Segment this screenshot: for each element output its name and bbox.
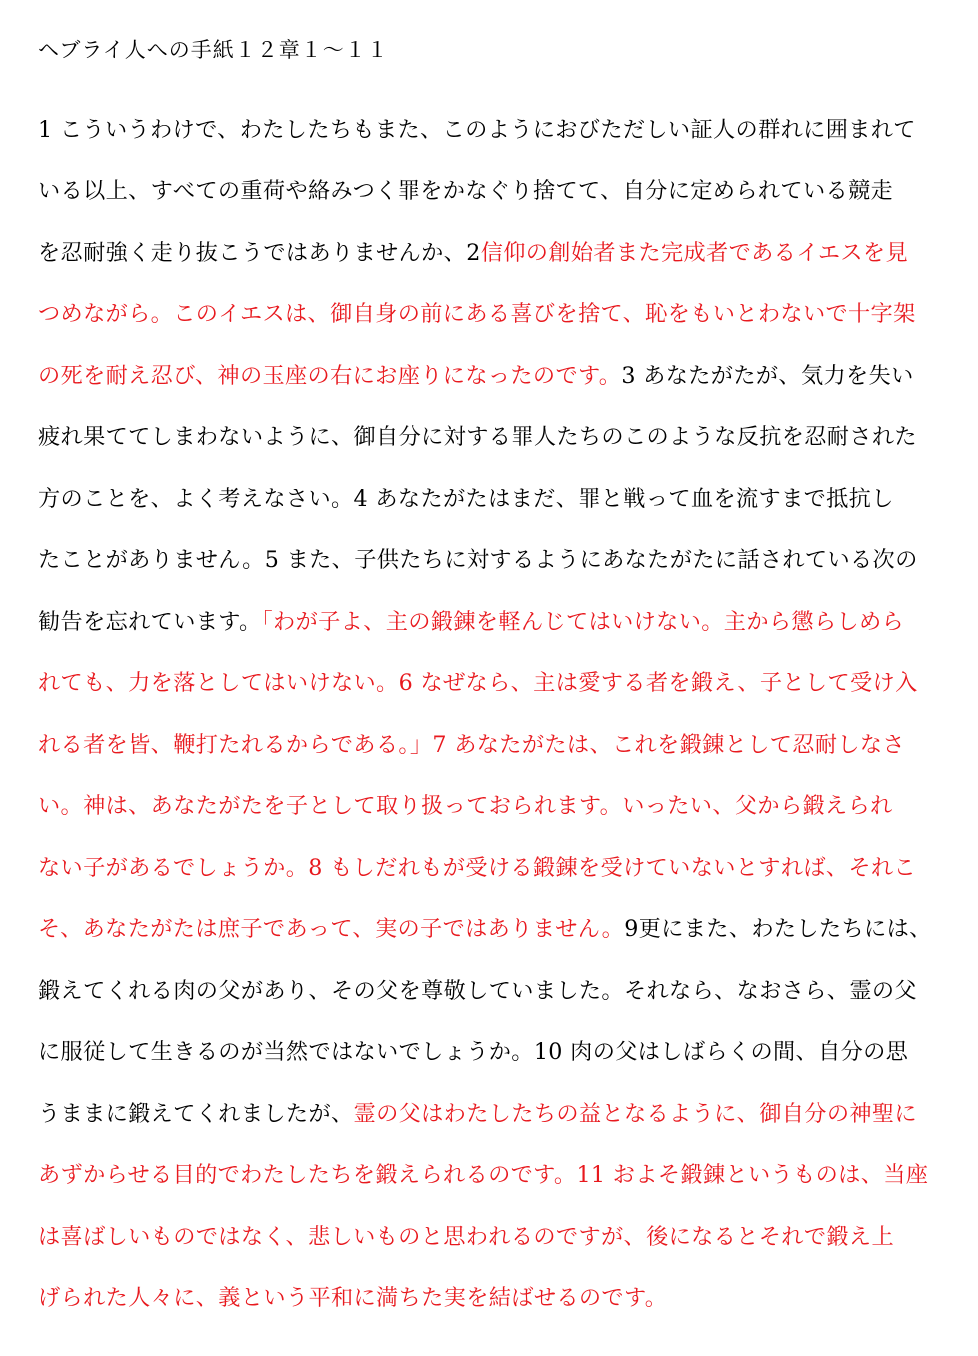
verse-text: い。神は、あなたがたを子として取り扱っておられます。いったい、父から鍛えられ <box>38 793 893 819</box>
text-line <box>38 949 928 1011</box>
text-line <box>38 88 928 150</box>
verse-text: れる者を皆、鞭打たれるからである。」7 あなたがたは、これを鍛錬として忍耐しなさ <box>38 731 905 758</box>
text-line <box>38 642 928 704</box>
text-line <box>38 888 932 950</box>
verse-text-mixed: を忍耐強く走り抜こうではありませんか、2信仰の創始者また完成者であるイエスを見 <box>38 239 909 266</box>
verse-text: 1 こういうわけで、わたしたちもまた、このようにおびただしい証人の群れに囲まれて <box>38 116 916 143</box>
text-line <box>38 826 928 888</box>
text-line <box>38 765 928 827</box>
verse-text: げられた人々に、義という平和に満ちた実を結ばせるのです。 <box>38 1285 668 1311</box>
verse-text: れても、力を落としてはいけない。6 なぜなら、主は愛する者を鍛え、子として受け入 <box>38 670 918 696</box>
text-line <box>38 396 928 458</box>
text-line <box>38 211 928 273</box>
page-title: ヘブライ人への手紙１２章１〜１１ <box>38 38 389 62</box>
verse-text-mixed: そ、あなたがたは庶子であって、実の子ではありません。9更にまた、わたしたちには、 <box>38 916 932 942</box>
verse-text-mixed: 勧告を忘れています。「わが子よ、主の鍛錬を軽んじてはいけない。主から懲らしめら <box>38 608 905 635</box>
scripture-body <box>38 88 932 1318</box>
text-line <box>38 1257 928 1319</box>
text-line <box>38 580 928 642</box>
verse-text: いる以上、すべての重荷や絡みつく罪をかなぐり捨てて、自分に定められている競走 <box>38 178 894 204</box>
verse-text: 鍛えてくれる肉の父があり、その父を尊敬していました。それなら、なおさら、霊の父 <box>38 977 917 1004</box>
text-line <box>38 1134 928 1196</box>
verse-text: に服従して生きるのが当然ではないでしょうか。10 肉の父はしばらくの間、自分の思 <box>38 1039 909 1065</box>
verse-text: あずからせる目的でわたしたちを鍛えられるのです。11 およそ鍛錬というものは、当座 <box>38 1162 929 1188</box>
verse-text-mixed: うままに鍛えてくれましたが、霊の父はわたしたちの益となるように、御自分の神聖に <box>38 1100 917 1127</box>
text-line <box>38 273 928 335</box>
verse-text: は喜ばしいものではなく、悲しいものと思われるのですが、後になるとそれで鍛え上 <box>38 1223 894 1250</box>
text-line <box>38 457 928 519</box>
text-line <box>38 150 928 212</box>
verse-text: ない子があるでしょうか。8 もしだれもが受ける鍛錬を受けていないとすれば、それこ <box>38 854 917 881</box>
text-line <box>38 334 928 396</box>
text-line <box>38 703 928 765</box>
verse-text: 疲れ果ててしまわないように、御自分に対する罪人たちのこのような反抗を忍耐された <box>38 424 917 450</box>
text-line <box>38 1011 928 1073</box>
verse-text: たことがありません。5 また、子供たちに対するようにあなたがたに話されている次の <box>38 547 918 573</box>
text-line <box>38 1072 928 1134</box>
text-line <box>38 1195 928 1257</box>
verse-text: つめながら。このイエスは、御自身の前にある喜びを捨て、恥をもいとわないで十字架 <box>38 301 916 327</box>
text-line <box>38 519 928 581</box>
verse-text-mixed: の死を耐え忍び、神の玉座の右にお座りになったのです。3 あなたがたが、気力を失い <box>38 362 914 389</box>
verse-text: 方のことを、よく考えなさい。4 あなたがたはまだ、罪と戦って血を流すまで抵抗し <box>38 485 894 512</box>
